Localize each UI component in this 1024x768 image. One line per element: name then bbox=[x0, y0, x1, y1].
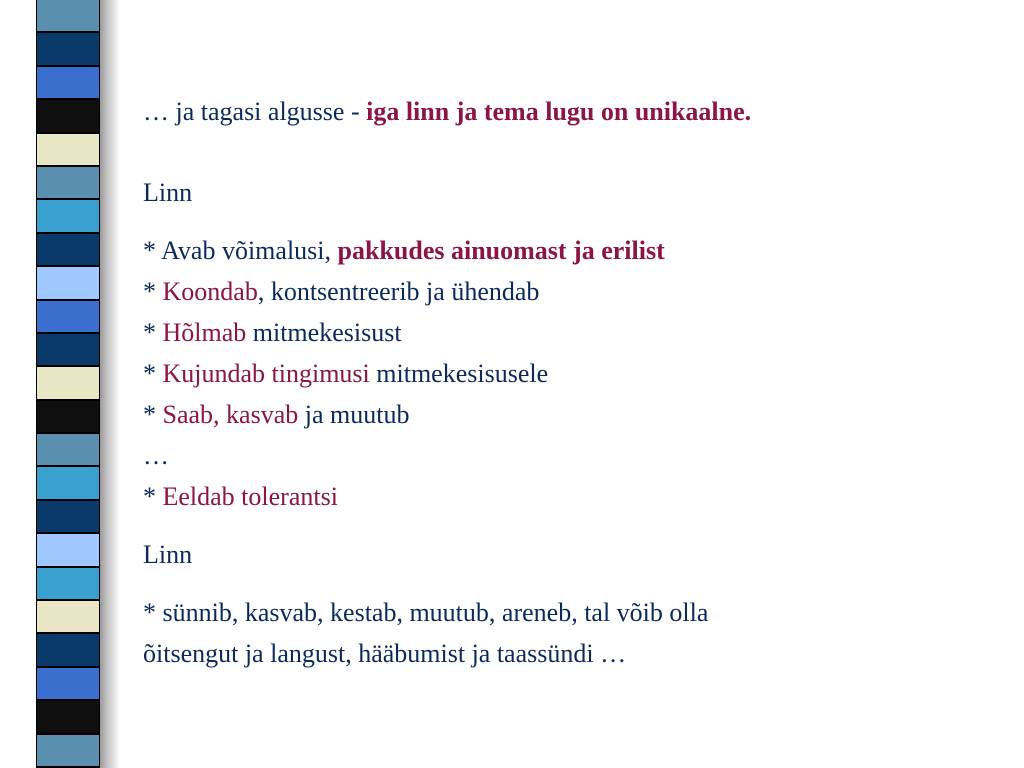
bullet-2-post: , kontsentreerib ja ühendab bbox=[257, 277, 540, 306]
bullet-2-pre: * bbox=[143, 277, 163, 306]
bullet-4-pre: * bbox=[143, 359, 163, 388]
bullet-6 bbox=[143, 477, 338, 517]
intro-line bbox=[143, 92, 751, 132]
heading-linn-1: Linn bbox=[143, 178, 193, 207]
bullet-3-emphasis: Hõlmab bbox=[162, 318, 247, 347]
bullet-5-emphasis: Saab, kasvab bbox=[162, 400, 299, 429]
intro-plain: … ja tagasi algusse - bbox=[143, 97, 367, 126]
decorative-side-strip bbox=[0, 0, 120, 768]
bullet-5-pre: * bbox=[143, 400, 163, 429]
ellipsis-text: … bbox=[143, 441, 169, 470]
bullet-4-emphasis: Kujundab tingimusi bbox=[162, 359, 370, 388]
bullet-1-pre: * Avab võimalusi, bbox=[143, 236, 338, 265]
bullet-1-emphasis: pakkudes ainuomast ja erilist bbox=[337, 236, 665, 265]
bullet-3-pre: * bbox=[143, 318, 163, 347]
bullet-3 bbox=[143, 313, 402, 353]
strip-outline bbox=[36, 0, 100, 768]
bullet-4-post: mitmekesisusele bbox=[369, 359, 549, 388]
bullet-5 bbox=[143, 395, 409, 435]
heading-linn-2: Linn bbox=[143, 540, 193, 569]
bullet-2 bbox=[143, 272, 539, 312]
bullet-3-post: mitmekesisust bbox=[246, 318, 402, 347]
bullet-6-pre: * bbox=[143, 482, 163, 511]
strip-shadow bbox=[100, 0, 120, 768]
bullet-ellipsis bbox=[143, 436, 169, 476]
bullet-4 bbox=[143, 354, 548, 394]
bullet-1 bbox=[143, 231, 665, 271]
closing-line-2: õitsengut ja langust, hääbumist ja taassündi … bbox=[143, 639, 627, 668]
bullet-6-emphasis: Eeldab tolerantsi bbox=[162, 482, 338, 511]
bullet-2-emphasis: Koondab bbox=[162, 277, 258, 306]
closing-line-1: * sünnib, kasvab, kestab, muutub, areneb, tal võib olla bbox=[143, 598, 709, 627]
intro-emphasis: iga linn ja tema lugu on unikaalne. bbox=[366, 97, 752, 126]
bullet-5-post: ja muutub bbox=[298, 400, 410, 429]
